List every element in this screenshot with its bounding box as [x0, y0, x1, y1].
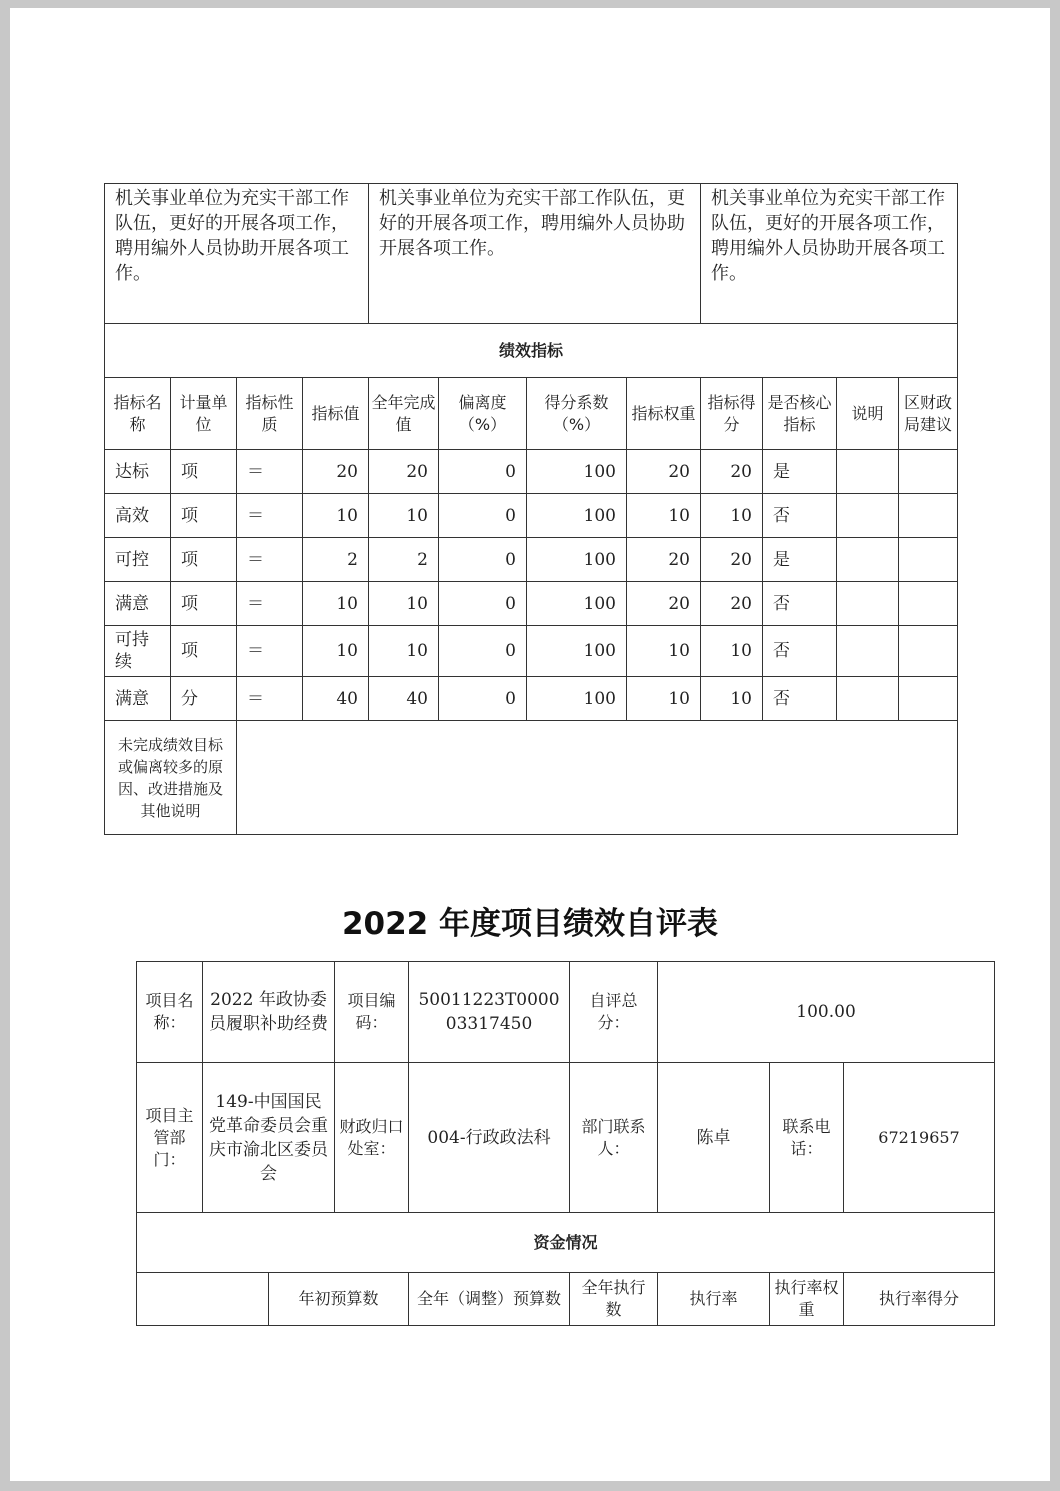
indicator-coefficient: 100: [527, 626, 627, 677]
indicator-core: 是: [763, 450, 837, 494]
funds-header-initial-budget: 年初预算数: [269, 1273, 409, 1326]
table-row: [105, 494, 958, 538]
funds-header-rate-weight: 执行率权重: [770, 1273, 844, 1326]
phone-value: 67219657: [844, 1063, 995, 1213]
indicator-name: 高效: [105, 494, 171, 538]
table-row: [105, 450, 958, 494]
header-unit: 计量单位: [171, 378, 237, 450]
header-weight: 指标权重: [627, 378, 701, 450]
indicator-coefficient: 100: [527, 582, 627, 626]
project-code-label: 项目编码：: [335, 962, 409, 1063]
indicator-nature: ＝: [237, 494, 303, 538]
finance-office-value: 004-行政政法科: [409, 1063, 570, 1213]
indicator-target: 10: [303, 582, 369, 626]
indicator-coefficient: 100: [527, 677, 627, 721]
indicator-weight: 10: [627, 494, 701, 538]
project-name-value: 2022 年政协委员履职补助经费: [203, 962, 335, 1063]
indicator-nature: ＝: [237, 538, 303, 582]
table-row: [105, 538, 958, 582]
funds-header-execution-rate: 执行率: [658, 1273, 770, 1326]
indicator-advice: [899, 582, 958, 626]
indicator-note: [837, 450, 899, 494]
finance-office-label: 财政归口处室：: [335, 1063, 409, 1213]
indicator-advice: [899, 626, 958, 677]
indicator-deviation: 0: [439, 450, 527, 494]
total-score-label: 自评总分：: [570, 962, 658, 1063]
indicator-deviation: 0: [439, 677, 527, 721]
indicator-core: 是: [763, 538, 837, 582]
indicator-target: 10: [303, 626, 369, 677]
indicator-coefficient: 100: [527, 494, 627, 538]
indicator-score: 10: [701, 494, 763, 538]
header-note: 说明: [837, 378, 899, 450]
document-page: [10, 8, 1050, 1481]
indicator-weight: 20: [627, 582, 701, 626]
phone-label: 联系电话：: [770, 1063, 844, 1213]
perf-header-row: [105, 378, 958, 450]
indicator-actual: 2: [369, 538, 439, 582]
indicator-weight: 10: [627, 677, 701, 721]
description-cell-2: 机关事业单位为充实干部工作队伍，更好的开展各项工作，聘用编外人员协助开展各项工作。: [369, 184, 701, 324]
indicator-note: [837, 677, 899, 721]
indicator-coefficient: 100: [527, 538, 627, 582]
indicator-weight: 20: [627, 538, 701, 582]
indicator-deviation: 0: [439, 538, 527, 582]
indicator-advice: [899, 538, 958, 582]
indicator-score: 10: [701, 677, 763, 721]
indicator-score: 20: [701, 450, 763, 494]
funds-header-rate-score: 执行率得分: [844, 1273, 995, 1326]
indicator-coefficient: 100: [527, 450, 627, 494]
indicator-unit: 项: [171, 538, 237, 582]
indicator-unit: 项: [171, 582, 237, 626]
indicator-unit: 项: [171, 450, 237, 494]
indicator-weight: 10: [627, 626, 701, 677]
performance-table: [104, 183, 958, 835]
indicator-target: 10: [303, 494, 369, 538]
funds-header-row: [137, 1273, 995, 1326]
department-label: 项目主管部门：: [137, 1063, 203, 1213]
indicator-target: 40: [303, 677, 369, 721]
funds-header-blank: [137, 1273, 269, 1326]
indicator-name: 满意: [105, 677, 171, 721]
indicator-core: 否: [763, 582, 837, 626]
indicator-nature: ＝: [237, 626, 303, 677]
indicator-core: 否: [763, 677, 837, 721]
header-actual: 全年完成值: [369, 378, 439, 450]
notes-label: 未完成绩效目标或偏离较多的原因、改进措施及其他说明: [105, 721, 237, 835]
funds-header-adjusted-budget: 全年（调整）预算数: [409, 1273, 570, 1326]
indicator-note: [837, 626, 899, 677]
indicator-target: 20: [303, 450, 369, 494]
indicator-score: 20: [701, 538, 763, 582]
description-cell-1: 机关事业单位为充实干部工作队伍，更好的开展各项工作，聘用编外人员协助开展各项工作。: [105, 184, 369, 324]
indicator-note: [837, 538, 899, 582]
indicator-score: 10: [701, 626, 763, 677]
indicator-core: 否: [763, 494, 837, 538]
table-row: [105, 626, 958, 677]
indicator-unit: 项: [171, 626, 237, 677]
indicator-weight: 20: [627, 450, 701, 494]
indicator-nature: ＝: [237, 677, 303, 721]
department-value: 149-中国国民党革命委员会重庆市渝北区委员会: [203, 1063, 335, 1213]
indicator-advice: [899, 494, 958, 538]
indicator-advice: [899, 450, 958, 494]
notes-value: [237, 721, 958, 835]
header-indicator-name: 指标名称: [105, 378, 171, 450]
indicator-name: 达标: [105, 450, 171, 494]
indicator-note: [837, 494, 899, 538]
indicator-name: 满意: [105, 582, 171, 626]
contact-label: 部门联系人：: [570, 1063, 658, 1213]
indicator-unit: 项: [171, 494, 237, 538]
funds-section-title: 资金情况: [137, 1213, 995, 1273]
project-info-table: [136, 961, 995, 1326]
indicator-actual: 10: [369, 582, 439, 626]
header-core: 是否核心指标: [763, 378, 837, 450]
document-title: 2022 年度项目绩效自评表: [341, 906, 719, 942]
project-code-value: 50011223T000003317450: [409, 962, 570, 1063]
indicator-actual: 10: [369, 494, 439, 538]
indicator-nature: ＝: [237, 582, 303, 626]
indicator-advice: [899, 677, 958, 721]
indicator-target: 2: [303, 538, 369, 582]
indicator-note: [837, 582, 899, 626]
header-score: 指标得分: [701, 378, 763, 450]
indicator-unit: 分: [171, 677, 237, 721]
perf-section-title: 绩效指标: [105, 324, 958, 378]
header-target: 指标值: [303, 378, 369, 450]
header-advice: 区财政局建议: [899, 378, 958, 450]
indicator-actual: 20: [369, 450, 439, 494]
indicator-actual: 40: [369, 677, 439, 721]
header-nature: 指标性质: [237, 378, 303, 450]
project-name-label: 项目名称：: [137, 962, 203, 1063]
table-row: [105, 582, 958, 626]
indicator-nature: ＝: [237, 450, 303, 494]
indicator-name: 可持续: [105, 626, 171, 677]
indicator-name: 可控: [105, 538, 171, 582]
indicator-score: 20: [701, 582, 763, 626]
header-coefficient: 得分系数（%）: [527, 378, 627, 450]
indicator-core: 否: [763, 626, 837, 677]
indicator-deviation: 0: [439, 582, 527, 626]
total-score-value: 100.00: [658, 962, 995, 1063]
indicator-actual: 10: [369, 626, 439, 677]
contact-value: 陈卓: [658, 1063, 770, 1213]
table-row: [105, 677, 958, 721]
indicator-deviation: 0: [439, 494, 527, 538]
funds-header-executed: 全年执行数: [570, 1273, 658, 1326]
description-cell-3: 机关事业单位为充实干部工作队伍，更好的开展各项工作，聘用编外人员协助开展各项工作。: [701, 184, 958, 324]
header-deviation: 偏离度（%）: [439, 378, 527, 450]
indicator-deviation: 0: [439, 626, 527, 677]
